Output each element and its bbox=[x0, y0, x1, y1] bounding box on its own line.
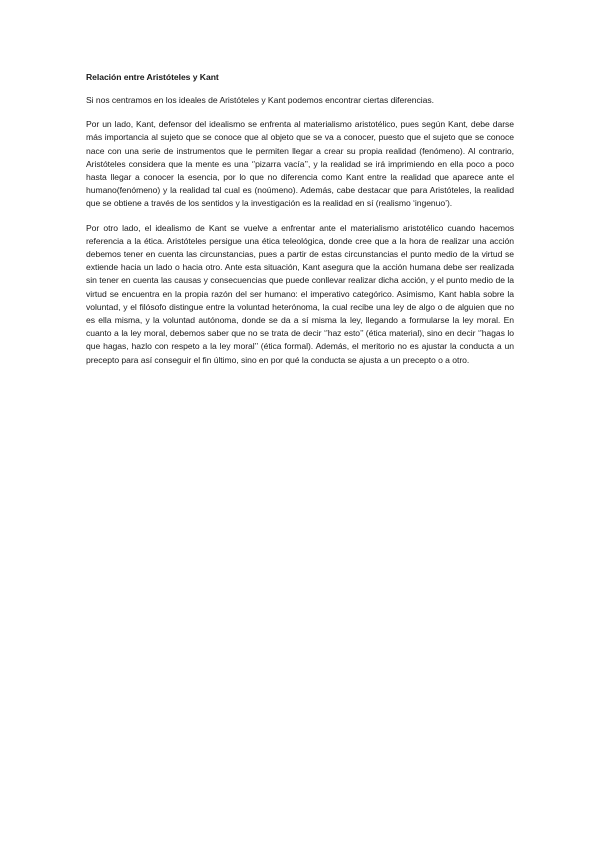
paragraph-intro: Si nos centramos en los ideales de Aristóteles y Kant podemos encontrar ciertas diferencias. bbox=[86, 95, 434, 105]
document-body bbox=[86, 71, 514, 378]
document-title: Relación entre Aristóteles y Kant bbox=[86, 72, 219, 82]
paragraph-ethics: Por otro lado, el idealismo de Kant se vuelve a enfrentar ante el materialismo aristotélico cuando hacemos referencia a la ética. Aristóteles persigue una ética teleológica, donde cree que a la hora de realizar una acción debemos tener en cuenta las circunstancias, pues a partir de estas circunstancias el punto medio de la virtud se extiende hacia un lado o hacia otro. Ante esta situación, Kant asegura que la acción humana debe ser realizada sin tener en cuenta las causas y consecuencias que puede conllevar realizar dicha acción, y el punto medio de la virtud se encuentra en la propia razón del ser humano: el imperativo categórico. Asimismo, Kant habla sobre la voluntad, y el filósofo distingue entre la voluntad heterónoma, la cual recibe una ley de algo o de alguien que no es ella misma, y la voluntad autónoma, donde se da a sí misma la ley, llegando a formularse la ley moral. En cuanto a la ley moral, debemos saber que no se trata de decir ‘’haz esto’’ (ética material), sino en decir ‘’hagas lo que hagas, hazlo con respeto a la ley moral’’ (ética formal). Además, el meritorio no es ajustar la conducta a un precepto para así conseguir el fin último, sino en por qué la conducta se ajusta a un precepto o a otro. bbox=[86, 222, 514, 365]
paragraph-epistemology: Por un lado, Kant, defensor del idealismo se enfrenta al materialismo aristotélico, pues según Kant, debe darse más importancia al sujeto que se conoce que al objeto que se va a conocer, puesto que el sujeto que se conoce nace con una serie de instrumentos que le permiten llegar a crear su propia realidad (fenómeno). Al contrario, Aristóteles considera que la mente es una ‘’pizarra vacía’’, y la realidad se irá imprimiendo en ella poco a poco hasta llegar a conocer la esencia, por lo que no diferencia como Kant entre la realidad que aparece ante el humano(fenómeno) y la realidad tal cual es (noúmeno). Además, cabe destacar que para Aristóteles, la realidad que se obtiene a través de los sentidos y la investigación es la realidad en sí (realismo ‘ingenuo’). bbox=[86, 119, 514, 209]
